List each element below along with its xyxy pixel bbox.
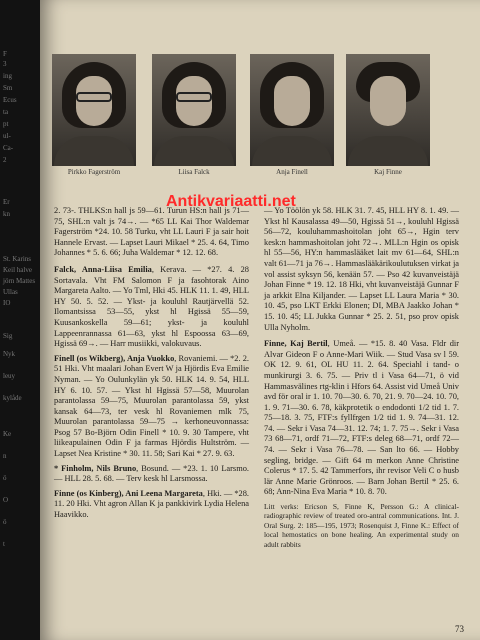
margin-fragment: ö: [3, 518, 7, 526]
entry: [54, 206, 249, 259]
portrait-photo: [346, 54, 430, 166]
portrait-caption: Anja Finell: [276, 168, 308, 176]
margin-fragment: Ca-: [3, 144, 14, 152]
portrait-caption: Liisa Falck: [178, 168, 210, 176]
margin-fragment: IO: [3, 299, 11, 307]
entry-text: , Umeå. — *15. 8. 40 Vasa. Fldr dir Alvar Gideon F o Anne-Mari Wiik. — Stud Vasa sv l 59. OK 12. 9. 61, OL HU 11. 2. 64. Speciahl i tand- o munkirurgi 3. 6. 75. — Priv tl i Vasa 64—71, ö vid Hammasvälines rtg-klin i Hfors 64. Assist vid Umeå Univ avd för oral ir 1. 10. 70—30. 6. 70, 21. 9. 70—24. 10. 70, 1. 9. 71—30. 6. 78, käkprotetik o endodonti 1/2 tid 1. 7. 75—18. 3. 75, FTF:s fyllfrgen 1/2 tid 1. 9. 74—31. 12. 74. — Sekr i Vasa 74—31. 12. 74; 1. 7. 75→. Sekr i Vasa 73 68—71, ordf 71—72, FTF:s deleg 68—71, ordf 72—74. — Sekr i Vasa 76—78. — San lto 66. — Hobby segling, bridge. — Gift 64 m merkon Anne Christine Colerus * 17. 5. 42 Tammerfors, ihr revisor Veli C o husb lär Anne Marie Grönroos. — Barn Johan Bertil * 25. 6. 68; Ann-Nina Eva Maria * 10. 8. 70.: [264, 339, 459, 497]
entry: [54, 354, 249, 460]
entry-text: , Bosund. — *23. 1. 10 Larsmo. — HLL 28. 5. 68. — Terv kesk hl Larsmossa.: [54, 463, 249, 484]
entry: [54, 464, 249, 485]
book-page: [40, 0, 480, 640]
margin-fragment: Sm: [3, 84, 13, 92]
margin-fragment: ta: [3, 108, 9, 116]
margin-fragment: 2: [3, 156, 7, 164]
margin-fragment: t: [3, 540, 5, 548]
entry-text: — Yo Töölön yk 58. HLK 31. 7. 45, HLL HY 8. 1. 49. — Ykst hl Kausalassa 49—50, Hgissä 51→, kouluhl Hgissä 56—72, kouluhammashoitolan joht 65→, Hgin terv kesk:n hammashoitolan joht 72→. MLL:n Hgin os opisk hl 55—56, HY:n hammaslääket lait mv 61—64, SHL:n valt 61—71 ja 76→. Hammaslääkärikoulutuksen virkat ja vol assist syksyn 56, kenään 57. — Pso 42 kuvanveistäjä Johan Finne * 19. 12. 18 Hki, vht kuvanveistäjä Gunnar F ja arkkit Elna Kiljander. — Lapset LL Laura Maria * 30. 10. 45, pso LKT Erkki Elonen; DI, MBA Jaakko Johan * 15. 10. 45; LL Jukka Gunnar * 25. 2. 51, pso prov opisk Ulla Nyholm.: [264, 206, 459, 332]
portrait-photo: [52, 54, 136, 166]
margin-fragment: Ecus: [3, 96, 17, 104]
margin-fragment: Nyk: [3, 350, 16, 358]
watermark: Antikvariaatti.net: [166, 193, 296, 210]
entry-name: Finne, Kaj Bertil: [264, 339, 328, 349]
margin-fragment: O: [3, 496, 9, 504]
entry-text: , Hki. — *28. 11. 20 Hki. Vht agron Allan K ja pankkivirk Lydia Helena Haavikko.: [54, 488, 249, 520]
entry-text: 2. 73-. THLKS:n hall js 59—61. Turun HS:n hall js 71—75, SHL:n valt js 74→. — *65 LL Kai Thor Waldemar Fagerström *24. 10. 58 Turku, vht LL Lauri F ja sair hoit Hannele Ervast. — Lapset Lauri Mikael * 25. 4. 64, Timo Johannes * 5. 6. 66; Juha Waldemar * 12. 12. 68.: [54, 206, 249, 258]
margin-fragment: Sig: [3, 332, 13, 340]
portrait-photo: [152, 54, 236, 166]
margin-fragment: Ke: [3, 430, 12, 438]
margin-fragment: Er: [3, 198, 10, 206]
margin-fragment: ing: [3, 72, 12, 80]
portrait-caption: Kaj Finne: [374, 168, 402, 176]
margin-fragment: 3: [3, 60, 7, 68]
margin-fragment: Ullas: [3, 288, 18, 296]
portrait-caption: Pirkko Fagerström: [67, 168, 121, 176]
entry: [264, 339, 459, 498]
left-column: [54, 206, 249, 525]
right-column: [264, 206, 459, 553]
margin-fragment: F: [3, 50, 7, 58]
page-number: 73: [455, 624, 464, 634]
entry: [264, 206, 459, 333]
margin-fragment: ö: [3, 474, 7, 482]
entry-name: * Finholm, Nils Bruno: [54, 463, 137, 473]
entry-name: Finne (os Kinberg), Ani Leena Margareta: [54, 488, 203, 498]
entry: [54, 265, 249, 350]
margin-fragment: leuy: [3, 372, 16, 380]
entry-text: , Kerava. — *27. 4. 28 Sortavala. Vht FM Salomon F ja fasohtorak Aino Margareta Aalto. — Yo Tml, Hki 45. HLK 11. 1. 49, HLL HY 50. 5. 52. — Ykst- ja kouluhl Rautjärvellä 52. Ilomantsissa 53—55, ykst hl Hgissä 55—59, Kuusankoskella 59—61; ykst- ja kouluhl Lappeenrannassa 61—63, ykst hl Espoossa 63—69, Hgissä 69→. — Harr musiikki, valokuvaus.: [54, 264, 249, 349]
entry-name: Falck, Anna-Liisa Emilia: [54, 264, 152, 274]
margin-fragment: Keil halve: [3, 266, 32, 274]
margin-fragment: n: [3, 452, 7, 460]
entry-text: , Rovaniemi. — *2. 2. 51 Hki. Vht maalari Johan Evert W ja Hjördis Eva Emilie Nyman. — Yo Oulunkylän yk 50. HLK 14. 9. 54, HLL HY 6. 10. 57. — Ykst hl Hgissä 57—58, Muurolan parantolassa 59—75, Muurolan parantolassa 59, ykst kansak 64—73, ter vesk hl Rovaniemen mlk 75, Muurolan parantolassa 59—75 → kerhoneuvonnassa: Psog 57 Bo-Björn Odin Finell * 10. 9. 30 Tampere, vht liikeapulainen Odin F ja farmas Hjördis Hultström. — Lapset Nea Kristine * 30. 11. 58; Sari Kai * 27. 9. 63.: [54, 353, 249, 459]
margin-fragment: ul-: [3, 132, 11, 140]
margin-fragment: pt: [3, 120, 9, 128]
portrait-photo: [250, 54, 334, 166]
margin-fragment: jörn Mattes: [3, 277, 36, 285]
entry-name: Finell (os Wikberg), Anja Vuokko: [54, 353, 175, 363]
margin-fragment: kn: [3, 210, 10, 218]
margin-fragment: St. Karins: [3, 255, 31, 263]
literature-note: Litt verks: Ericson S, Finne K, Persson G.: A clinical-radiographic review of treated oro-antral communications. Int. J. Oral Surg. 2: 185—195, 1973; Rosenquist J, Finne K.: Effect of local hemostatics on bone healing. An experimental study on adult rabbits: [264, 502, 459, 549]
margin-fragment: kylåde: [3, 394, 22, 402]
entry: [54, 489, 249, 521]
